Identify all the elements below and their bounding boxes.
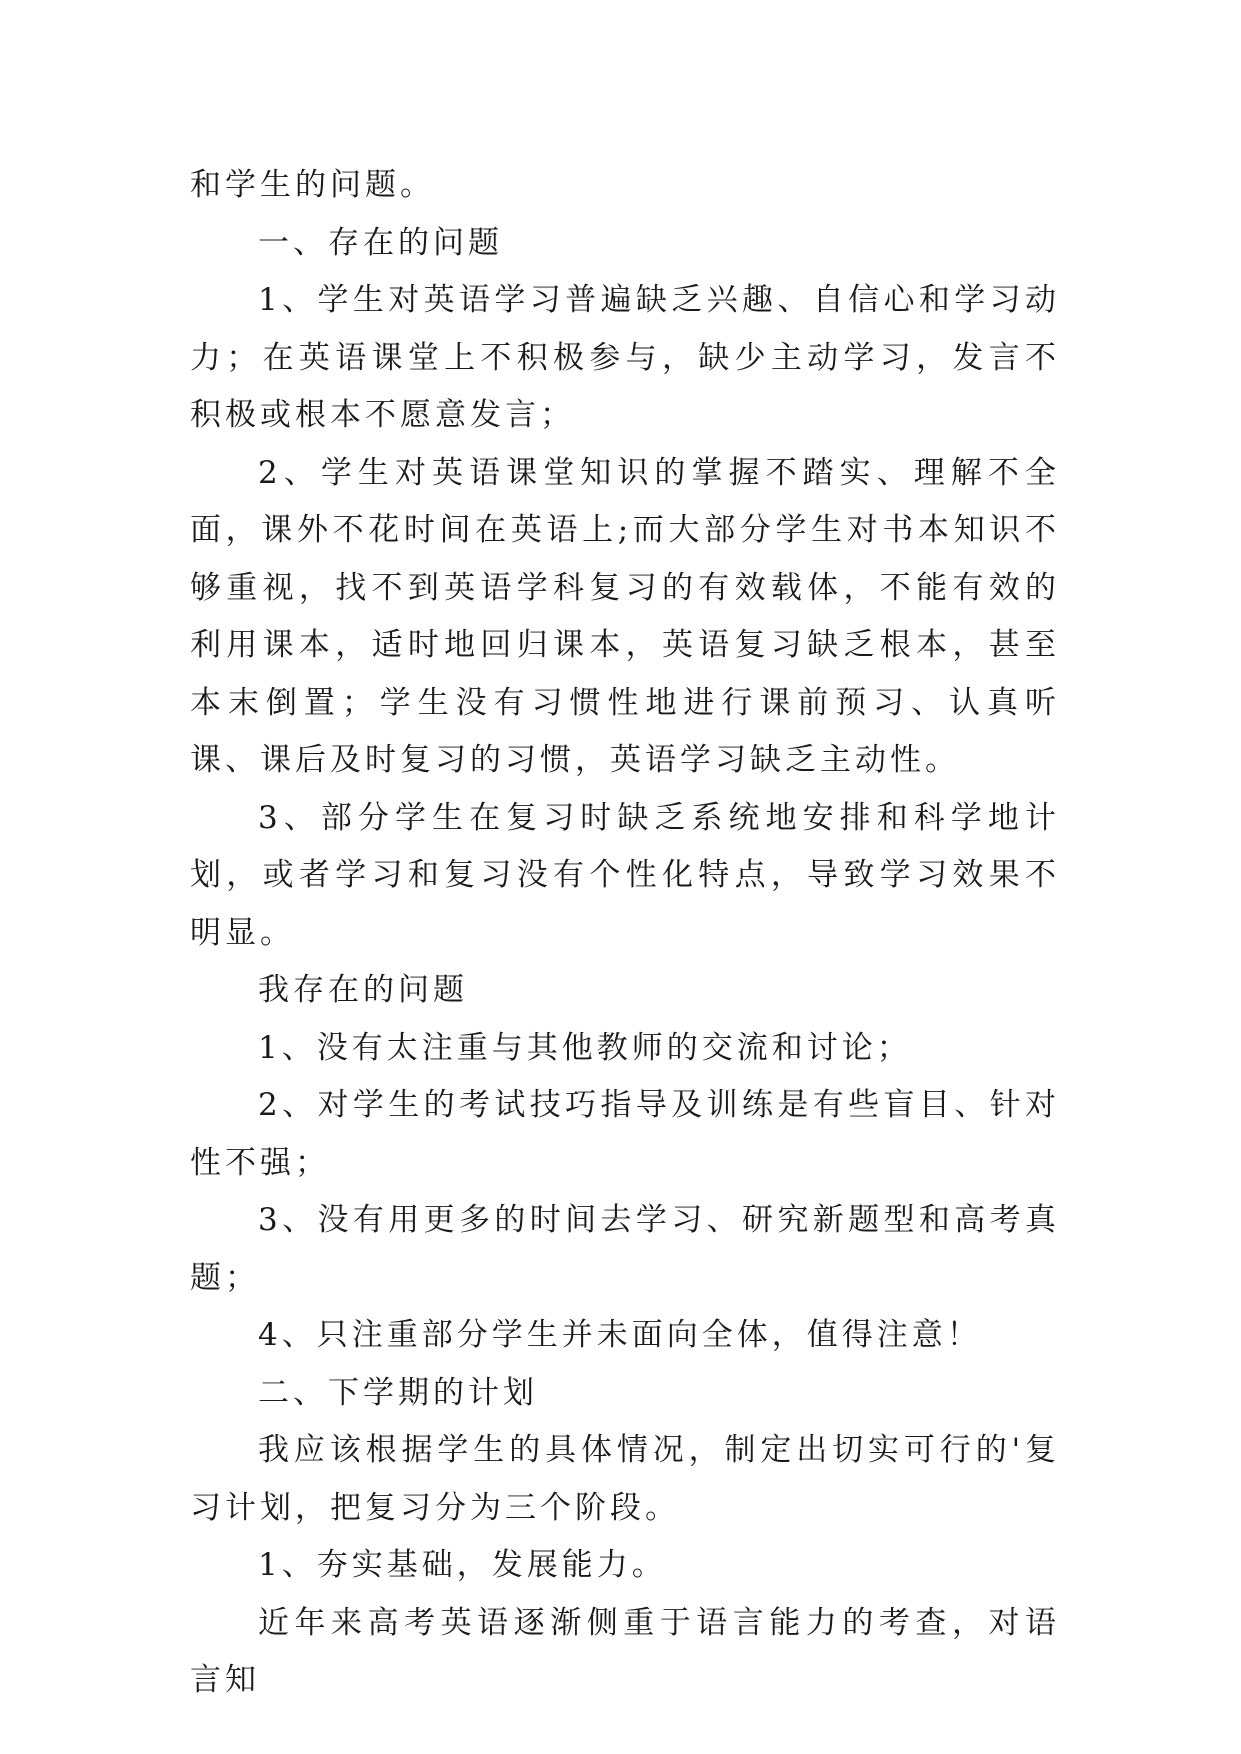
paragraph-plan-detail: 近年来高考英语逐渐侧重于语言能力的考查，对语言知: [190, 1604, 1060, 1698]
heading-my-problems: 我存在的问题: [258, 972, 468, 1008]
paragraph-my-problem-4: 4、只注重部分学生并未面向全体，值得注意！: [258, 1317, 982, 1353]
paragraph-plan-intro: 我应该根据学生的具体情况，制定出切实可行的'复习计划，把复习分为三个阶段。: [190, 1432, 1060, 1526]
heading-next-term-plan: 二、下学期的计划: [258, 1374, 538, 1411]
paragraph-problem-1: 1、学生对英语学习普遍缺乏兴趣、自信心和学习动力；在英语课堂上不积极参与，缺少主动学习，发言不积极或根本不愿意发言；: [190, 282, 1060, 433]
paragraph-continuation: 和学生的问题。: [190, 167, 435, 203]
paragraph-problem-2: 2、学生对英语课堂知识的掌握不踏实、理解不全面，课外不花时间在英语上;而大部分学生对书本知识不够重视，找不到英语学科复习的有效载体，不能有效的利用课本，适时地回归课本，英语复习缺乏根本，甚至本末倒置；学生没有习惯性地进行课前预习、认真听课、课后及时复习的习惯，英语学习缺乏主动性。: [190, 454, 1060, 778]
paragraph-my-problem-1: 1、没有太注重与其他教师的交流和讨论；: [258, 1029, 912, 1066]
heading-problems: 一、存在的问题: [258, 224, 503, 261]
paragraph-my-problem-3: 3、没有用更多的时间去学习、研究新题型和高考真题；: [190, 1202, 1060, 1296]
paragraph-my-problem-2: 2、对学生的考试技巧指导及训练是有些盲目、针对性不强；: [190, 1087, 1060, 1181]
document-body: [190, 157, 1060, 1710]
paragraph-problem-3: 3、部分学生在复习时缺乏系统地安排和科学地计划，或者学习和复习没有个性化特点，导致学习效果不明显。: [190, 799, 1060, 951]
paragraph-plan-stage-1: 1、夯实基础，发展能力。: [258, 1547, 667, 1583]
